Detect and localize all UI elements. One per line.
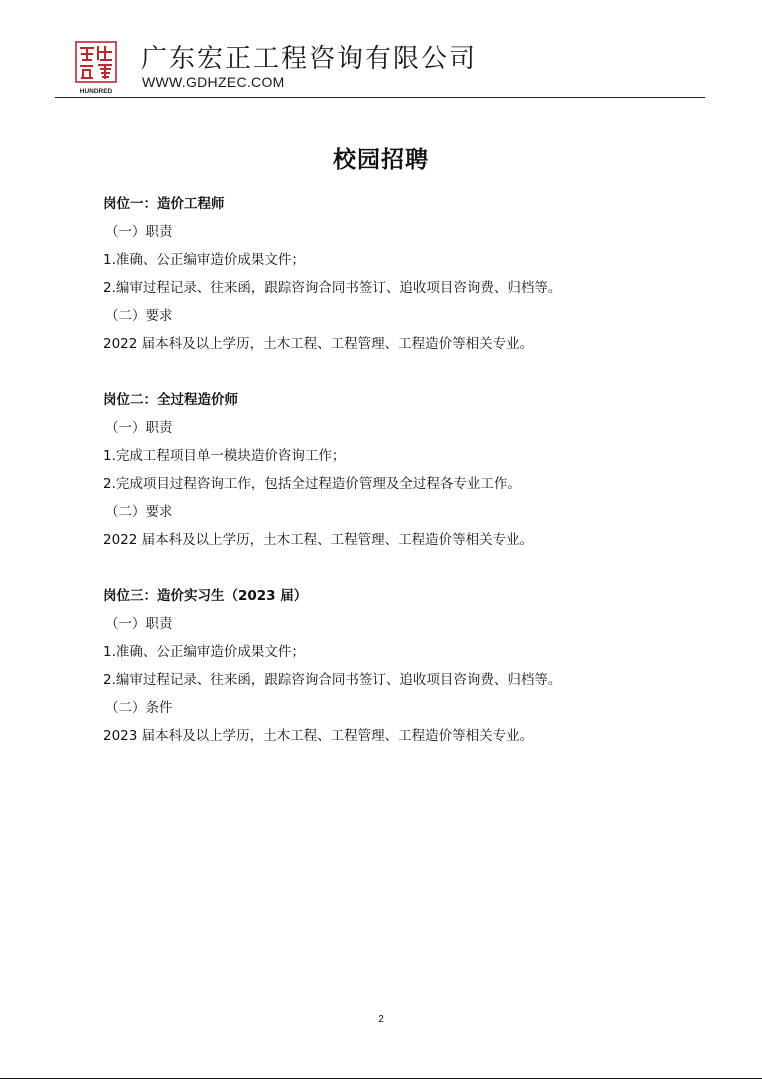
page-header xyxy=(55,36,705,98)
header-divider xyxy=(55,97,705,98)
position-section-3 xyxy=(103,582,703,750)
duties-label: （一）职责 xyxy=(105,616,173,632)
logo-caption: HUNDRED xyxy=(79,88,113,95)
requirement-text: 2022 届本科及以上学历，土木工程、工程管理、工程造价等相关专业。 xyxy=(103,336,534,352)
company-website: WWW.GDHZEC.COM xyxy=(142,74,285,90)
company-name: 广东宏正工程咨询有限公司 xyxy=(141,44,478,74)
position-heading: 岗位三：造价实习生（2023 届） xyxy=(103,588,308,604)
duty-item: 1.准确、公正编审造价成果文件； xyxy=(103,252,305,268)
position-heading: 岗位一：造价工程师 xyxy=(103,196,225,212)
requirements-label: （二）要求 xyxy=(105,308,173,324)
page-title: 校园招聘 xyxy=(333,147,429,173)
requirements-label: （二）要求 xyxy=(105,504,173,520)
document-body xyxy=(103,190,703,778)
requirement-text: 2023 届本科及以上学历，土木工程、工程管理、工程造价等相关专业。 xyxy=(103,728,534,744)
requirement-text: 2022 届本科及以上学历，土木工程、工程管理、工程造价等相关专业。 xyxy=(103,532,534,548)
position-section-1 xyxy=(103,190,703,358)
duties-label: （一）职责 xyxy=(105,224,173,240)
position-section-2 xyxy=(103,386,703,554)
duty-item: 2.完成项目过程咨询工作，包括全过程造价管理及全过程各专业工作。 xyxy=(103,476,521,492)
requirements-label: （二）条件 xyxy=(105,700,173,716)
duties-label: （一）职责 xyxy=(105,420,173,436)
footer-divider xyxy=(0,1078,762,1079)
position-heading: 岗位二：全过程造价师 xyxy=(103,392,238,408)
duty-item: 2.编审过程记录、往来函，跟踪咨询合同书签订、追收项目咨询费、归档等。 xyxy=(103,280,562,296)
duty-item: 1.准确、公正编审造价成果文件； xyxy=(103,644,305,660)
duty-item: 2.编审过程记录、往来函，跟踪咨询合同书签订、追收项目咨询费、归档等。 xyxy=(103,672,562,688)
company-logo xyxy=(74,40,118,96)
page-number: 2 xyxy=(378,1014,384,1025)
duty-item: 1.完成工程项目单一模块造价咨询工作； xyxy=(103,448,346,464)
